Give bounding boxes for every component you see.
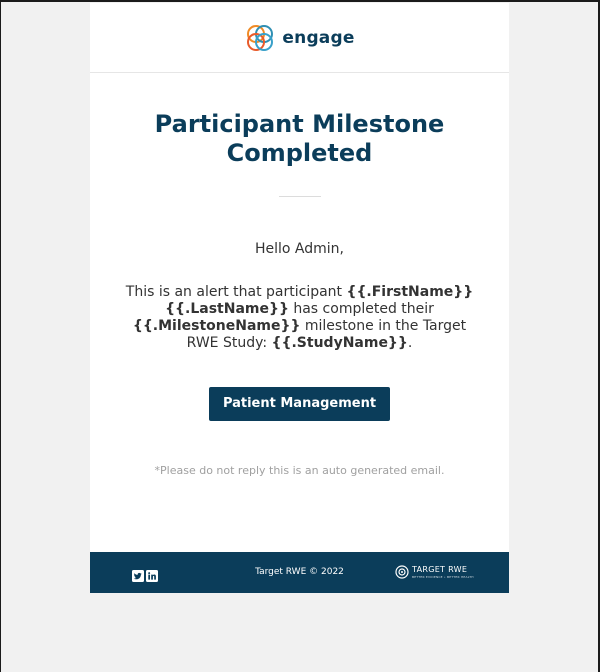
engage-logo-icon [244, 22, 276, 54]
alert-message [90, 284, 509, 352]
message-text: This is an alert that participant [125, 284, 347, 300]
brand-name: TARGET RWE [412, 565, 468, 574]
first-name-placeholder: {{.FirstName}} [346, 284, 474, 300]
engage-logo [244, 22, 354, 54]
message-text: has completed their [288, 301, 434, 317]
title-line-2: Completed [226, 139, 373, 167]
copyright-text: Target RWE © 2022 [255, 567, 344, 577]
target-rwe-logo [395, 565, 474, 579]
title-line-1: Participant Milestone [154, 110, 445, 138]
window-top-border [0, 0, 600, 2]
last-name-placeholder: {{.LastName}} [165, 301, 289, 317]
auto-generated-note: *Please do not reply this is an auto generated email. [154, 464, 445, 477]
email-footer [90, 552, 509, 593]
brand-tagline: BETTER EVIDENCE • BETTER HEALTH [412, 575, 474, 579]
brand-text-group [409, 565, 474, 579]
email-header [90, 3, 509, 73]
page-title [90, 110, 509, 168]
email-container [90, 3, 509, 593]
logo-text: engage [282, 27, 355, 48]
study-name-placeholder: {{.StudyName}} [271, 335, 408, 351]
button-wrapper [90, 387, 509, 421]
patient-management-button[interactable]: Patient Management [209, 387, 390, 421]
greeting: Hello Admin, [254, 241, 344, 257]
message-text: . [407, 335, 413, 351]
divider [279, 196, 321, 197]
target-rwe-logo-icon [395, 565, 409, 579]
milestone-placeholder: {{.MilestoneName}} [132, 318, 301, 334]
message-text: milestone in the Target RWE Study: [186, 318, 467, 351]
window-left-border [0, 0, 1, 672]
